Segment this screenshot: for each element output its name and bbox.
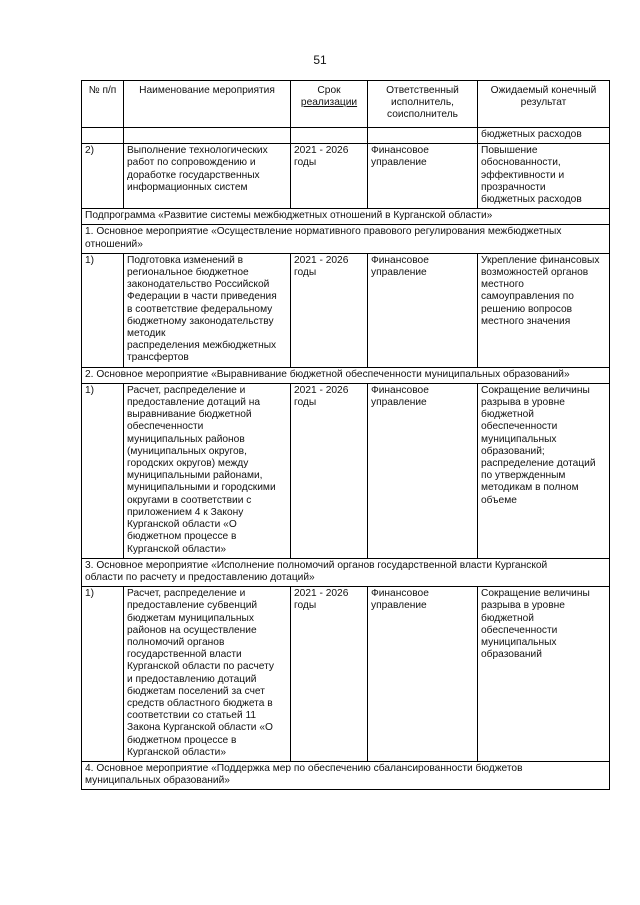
cell-name: Подготовка изменений в региональное бюджетное законодательство Российской Федерации в части приведения в соответствие федеральному бюджетному законодательству методик распределения межбюджетных трансфертов bbox=[124, 253, 291, 367]
cell-responsible: Финансовое управление bbox=[368, 144, 478, 209]
section-4-title: 4. Основное мероприятие «Поддержка мер по обеспечению сбалансированности бюджетов муниципальных образований» bbox=[82, 761, 610, 789]
cell-num: 1) bbox=[82, 253, 124, 367]
cell-name: Выполнение технологических работ по сопровождению и доработке государственных информационных систем bbox=[124, 144, 291, 209]
cell-num: 1) bbox=[82, 383, 124, 558]
page-number: 51 bbox=[313, 53, 327, 67]
cell-responsible bbox=[368, 128, 478, 144]
table-row bbox=[82, 383, 610, 558]
subprogram-title: Подпрограмма «Развитие системы межбюджетных отношений в Курганской области» bbox=[82, 209, 610, 225]
header-srok: Срок реализации bbox=[291, 81, 368, 128]
cell-name: Расчет, распределение и предоставление дотаций на выравнивание бюджетной обеспеченности муниципальных районов (муниципальных округов, городских округов) между муниципальными районами, муниципальными и городскими округами в соответствии с приложением 4 к Закону Курганской области «О бюджетном процессе в Курганской области» bbox=[124, 383, 291, 558]
cell-result: Сокращение величины разрыва в уровне бюджетной обеспеченности муниципальных образований bbox=[478, 587, 610, 762]
subprogram-row bbox=[82, 209, 610, 225]
table-row bbox=[82, 587, 610, 762]
cell-responsible: Финансовое управление bbox=[368, 253, 478, 367]
section-row bbox=[82, 367, 610, 383]
table-row bbox=[82, 128, 610, 144]
cell-srok: 2021 - 2026 годы bbox=[291, 383, 368, 558]
measures-table bbox=[81, 80, 610, 790]
cell-name: Расчет, распределение и предоставление субвенций бюджетам муниципальных районов на осуществление полномочий органов государственной власти Курганской области по расчету и предоставлению дотаций бюджетам поселений за счет средств областного бюджета в соответствии со статьей 11 Закона Курганской области «О бюджетном процессе в Курганской области» bbox=[124, 587, 291, 762]
cell-srok bbox=[291, 128, 368, 144]
table-header-row bbox=[82, 81, 610, 128]
cell-num bbox=[82, 128, 124, 144]
cell-result: Сокращение величины разрыва в уровне бюджетной обеспеченности муниципальных образований; распределение дотаций по утвержденным методикам в полном объеме bbox=[478, 383, 610, 558]
cell-responsible: Финансовое управление bbox=[368, 587, 478, 762]
section-1-title: 1. Основное мероприятие «Осуществление нормативного правового регулирования межбюджетных отношений» bbox=[82, 225, 610, 253]
cell-num: 2) bbox=[82, 144, 124, 209]
header-responsible: Ответственный исполнитель, соисполнитель bbox=[368, 81, 478, 128]
header-result: Ожидаемый конечный результат bbox=[478, 81, 610, 128]
cell-srok: 2021 - 2026 годы bbox=[291, 144, 368, 209]
table-row bbox=[82, 144, 610, 209]
cell-responsible: Финансовое управление bbox=[368, 383, 478, 558]
cell-srok: 2021 - 2026 годы bbox=[291, 587, 368, 762]
section-row bbox=[82, 558, 610, 586]
cell-result: бюджетных расходов bbox=[478, 128, 610, 144]
cell-srok: 2021 - 2026 годы bbox=[291, 253, 368, 367]
header-num: № п/п bbox=[82, 81, 124, 128]
section-3-title: 3. Основное мероприятие «Исполнение полномочий органов государственной власти Курганской области по расчету и предоставлению дотаций» bbox=[82, 558, 610, 586]
section-row bbox=[82, 225, 610, 253]
section-row bbox=[82, 761, 610, 789]
header-name: Наименование мероприятия bbox=[124, 81, 291, 128]
cell-name bbox=[124, 128, 291, 144]
section-2-title: 2. Основное мероприятие «Выравнивание бюджетной обеспеченности муниципальных образований» bbox=[82, 367, 610, 383]
cell-num: 1) bbox=[82, 587, 124, 762]
cell-result: Укрепление финансовых возможностей органов местного самоуправления по решению вопросов местного значения bbox=[478, 253, 610, 367]
cell-result: Повышение обоснованности, эффективности и прозрачности бюджетных расходов bbox=[478, 144, 610, 209]
table-row bbox=[82, 253, 610, 367]
